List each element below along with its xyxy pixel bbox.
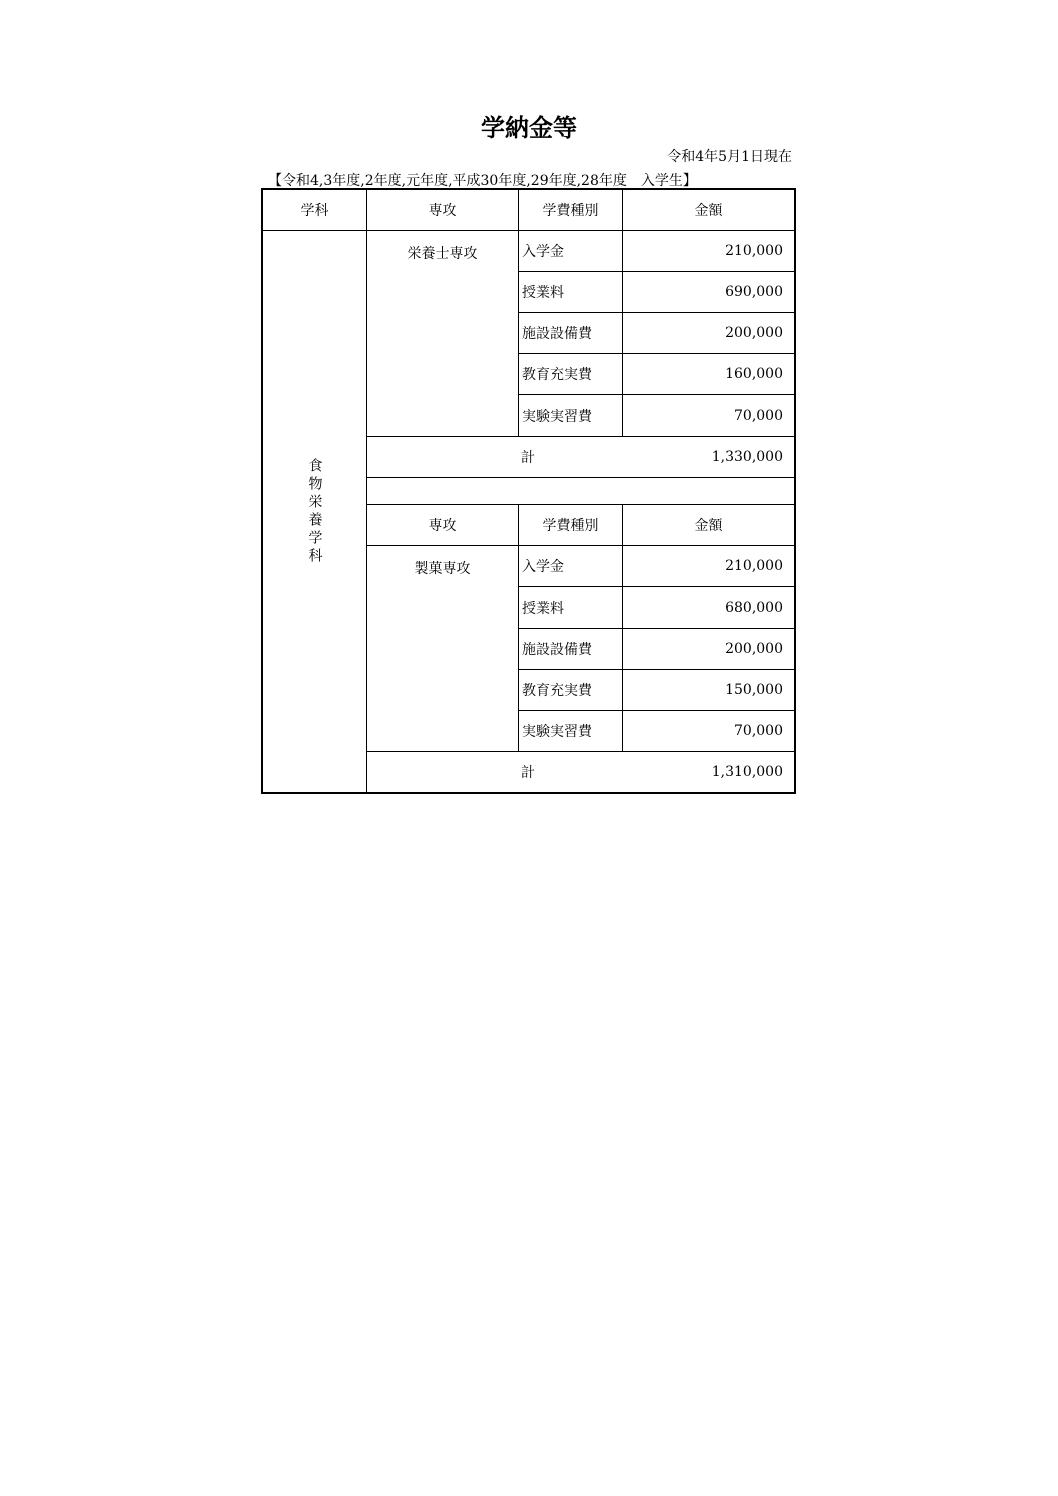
header-amount: 金額 <box>622 189 795 231</box>
fee-type-cell: 施設設備費 <box>518 628 623 670</box>
amount-cell: 690,000 <box>622 271 795 313</box>
amount-cell: 160,000 <box>622 353 795 395</box>
fee-type-cell: 授業料 <box>518 271 623 313</box>
header-major: 専攻 <box>366 504 519 546</box>
page-title: 学納金等 <box>481 114 577 142</box>
applicable-years-note: 【令和4,3年度,2年度,元年度,平成30年度,29年度,28年度 入学生】 <box>268 173 697 189</box>
department-name: 食物栄養学科 <box>262 230 367 793</box>
fee-type-cell: 施設設備費 <box>518 312 623 354</box>
amount-cell: 200,000 <box>622 628 795 670</box>
amount-cell: 680,000 <box>622 586 795 629</box>
fee-type-cell: 教育充実費 <box>518 353 623 395</box>
amount-cell: 70,000 <box>622 394 795 437</box>
fee-type-cell: 実験実習費 <box>518 710 623 752</box>
total-row <box>366 436 795 478</box>
header-department: 学科 <box>262 189 367 231</box>
amount-cell: 70,000 <box>622 710 795 752</box>
fee-type-cell: 実験実習費 <box>518 394 623 437</box>
header-major: 専攻 <box>366 189 519 231</box>
fee-type-cell: 入学金 <box>518 545 623 587</box>
total-label: 計 <box>521 450 535 466</box>
as-of-date: 令和4年5月1日現在 <box>667 149 792 165</box>
total-amount: 1,310,000 <box>711 764 783 780</box>
fee-type-cell: 教育充実費 <box>518 669 623 711</box>
major-name: 栄養士専攻 <box>366 230 519 437</box>
amount-cell: 200,000 <box>622 312 795 354</box>
header-fee-type: 学費種別 <box>518 504 623 546</box>
header-amount: 金額 <box>622 504 795 546</box>
total-row <box>366 751 795 793</box>
amount-cell: 210,000 <box>622 545 795 587</box>
total-label: 計 <box>521 765 535 781</box>
header-fee-type: 学費種別 <box>518 189 623 231</box>
amount-cell: 210,000 <box>622 230 795 272</box>
fee-type-cell: 授業料 <box>518 586 623 629</box>
spacer-row <box>366 477 795 505</box>
fee-type-cell: 入学金 <box>518 230 623 272</box>
amount-cell: 150,000 <box>622 669 795 711</box>
total-amount: 1,330,000 <box>711 449 783 465</box>
major-name: 製菓専攻 <box>366 545 519 752</box>
